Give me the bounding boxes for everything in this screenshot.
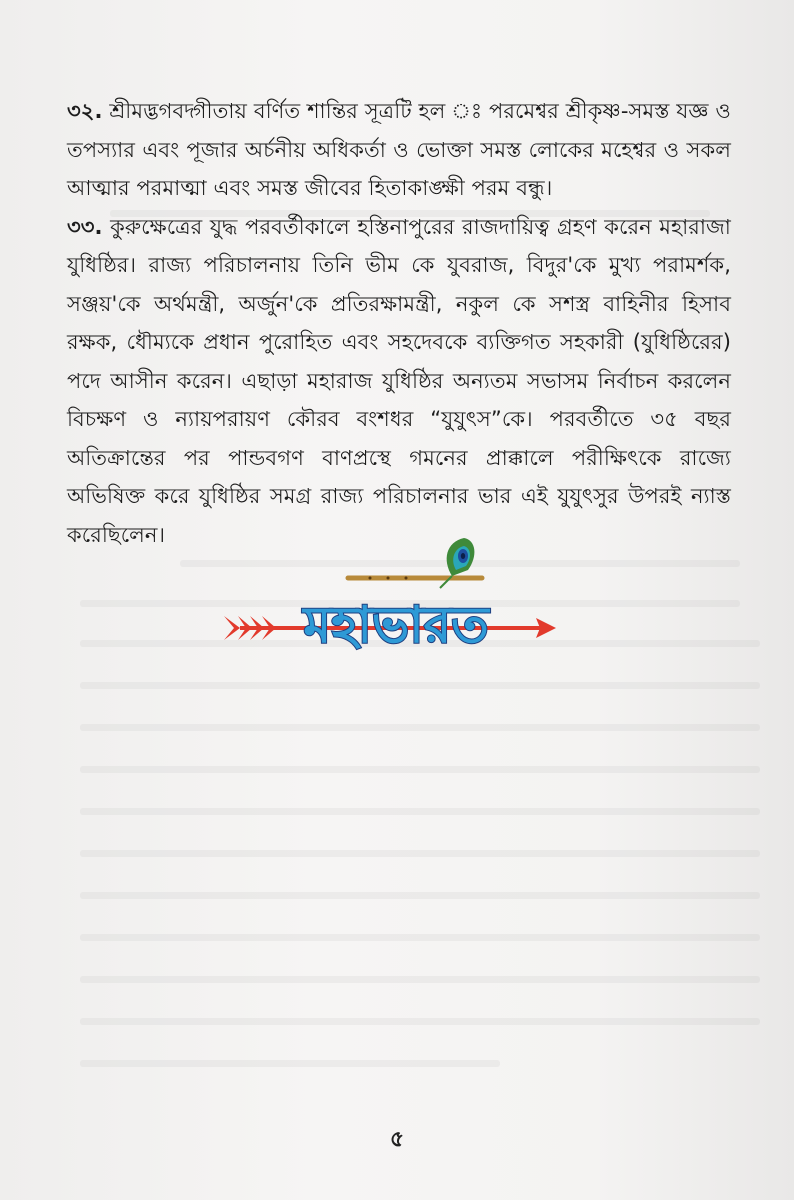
- paragraph-33: [67, 208, 731, 555]
- main-text: [67, 92, 731, 554]
- logo-wordmark: মহাভারত: [303, 596, 489, 654]
- paragraph-text: শ্রীমদ্ভগবদ্গীতায় বর্ণিত শান্তির সূত্রটি হল ঃ পরমেশ্বর শ্রীকৃষ্ণ-সমস্ত যজ্ঞ ও তপস্যার এবং পূজার অর্চনীয় অধিকর্তা ও ভোক্তা সমস্ত লোকের মহেশ্বর ও সকল আত্মার পরমাত্মা এবং সমস্ত জীবের হিতাকাঙ্ক্ষী পরম বন্ধু।: [67, 99, 731, 200]
- page-number: ৫: [389, 1127, 405, 1152]
- paragraph-text: কুরুক্ষেত্রের যুদ্ধ পরবর্তীকালে হস্তিনাপুরের রাজদায়িত্ব গ্রহণ করেন মহারাজা যুধিষ্ঠির। রাজ্য পরিচালনায় তিনি ভীম কে যুবরাজ, বিদুর'কে মুখ্য পরামর্শক, সঞ্জয়'কে অর্থমন্ত্রী, অর্জুন'কে প্রতিরক্ষামন্ত্রী, নকুল কে সশস্ত্র বাহিনীর হিসাব রক্ষক, ধৌম্যকে প্রধান পুরোহিত এবং সহদেবকে ব্যক্তিগত সহকারী (যুধিষ্ঠিরের) পদে আসীন করেন। এছাড়া মহারাজ যুধিষ্ঠির অন্যতম সভাসম নির্বাচন করলেন বিচক্ষণ ও ন্যায়পরায়ণ কৌরব বংশধর “যুযুৎস”কে। পরবর্তীতে ৩৫ বছর অতিক্রান্তের পর পান্ডবগণ বাণপ্রস্থে গমনের প্রাক্কালে পরীক্ষিৎকে রাজ্যে অভিষিক্ত করে যুধিষ্ঠির সমগ্র রাজ্য পরিচালনার ভার এই যুযুৎসুর উপরই ন্যাস্ত করেছিলেন।: [67, 214, 731, 547]
- mahabharat-logo: [220, 530, 560, 690]
- paragraph-number: ৩২.: [67, 99, 103, 123]
- paragraph-number: ৩৩.: [67, 214, 103, 239]
- peacock-feather-icon: [348, 538, 482, 588]
- paragraph-32: [67, 92, 731, 208]
